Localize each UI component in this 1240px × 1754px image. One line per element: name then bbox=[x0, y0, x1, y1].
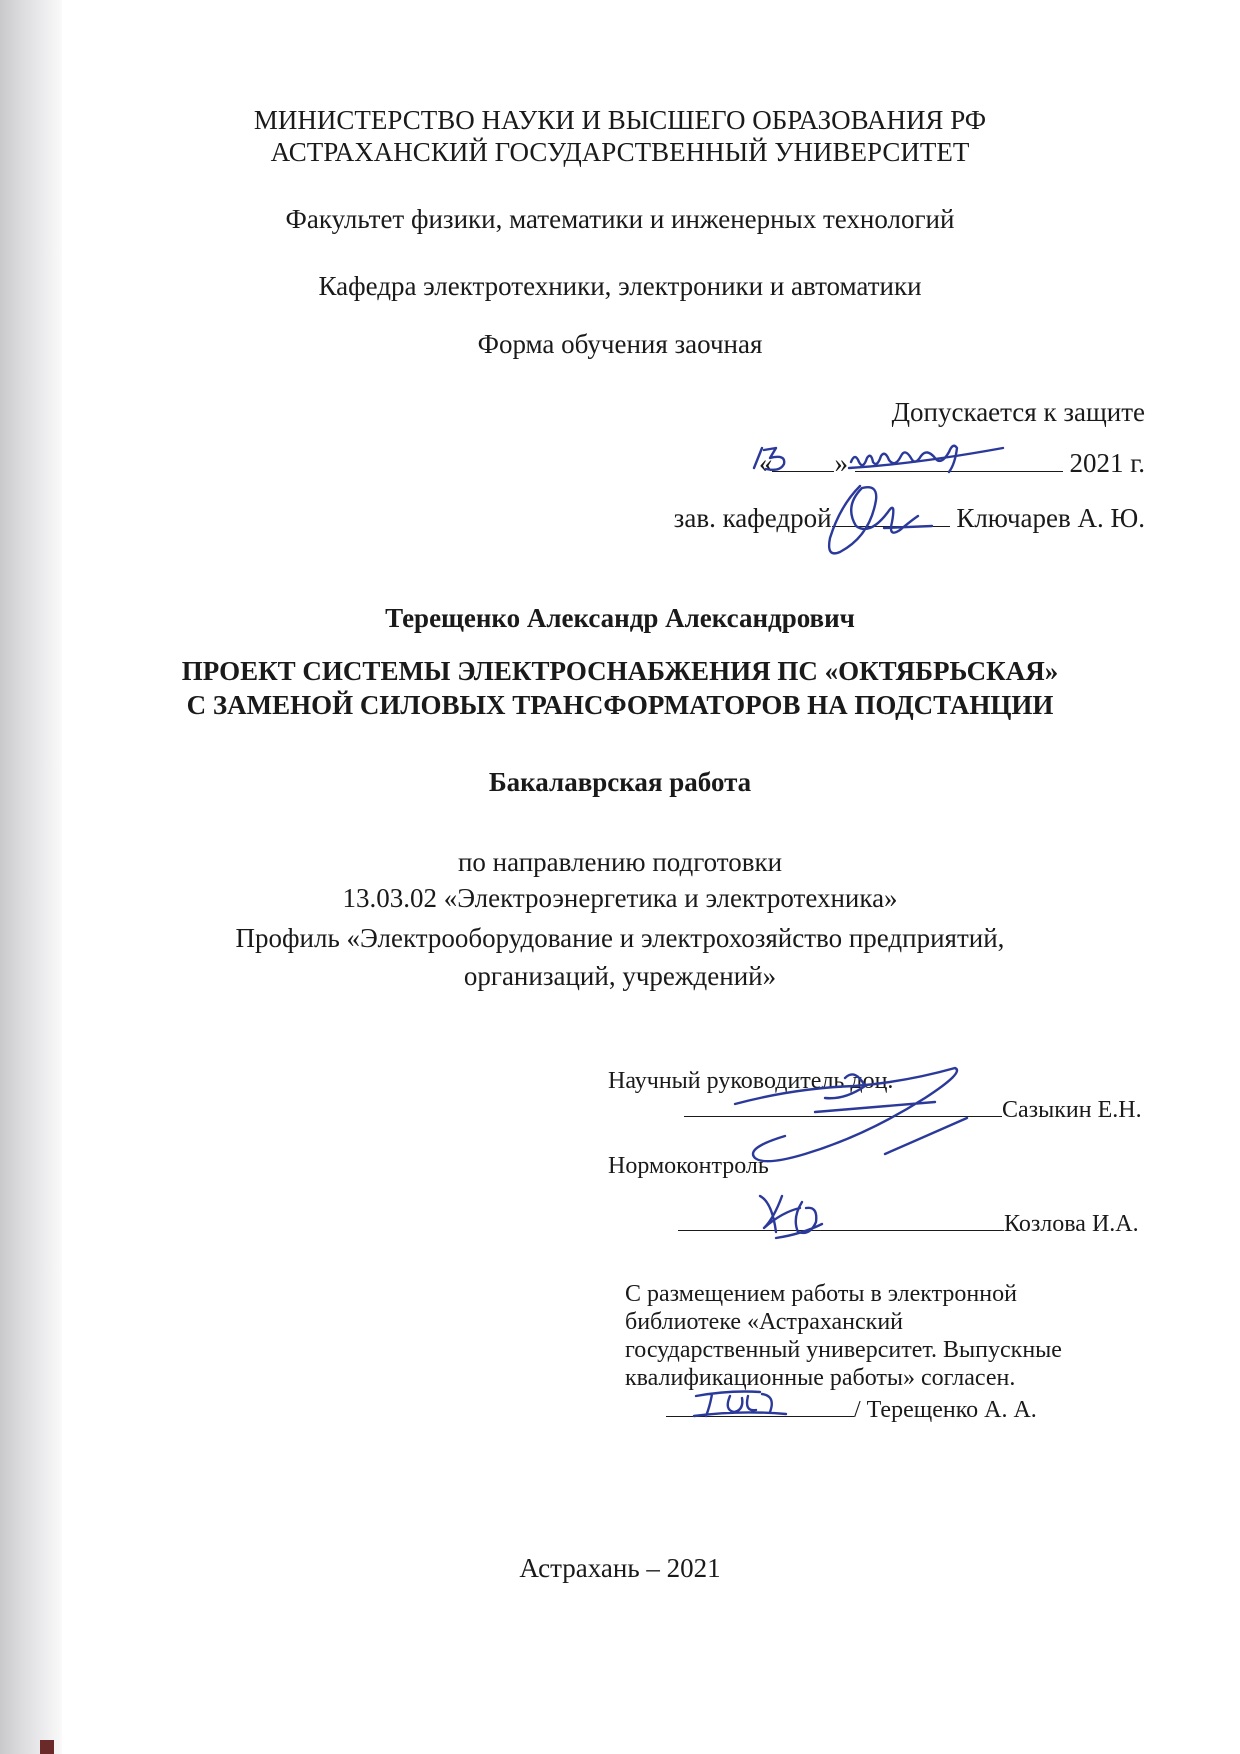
consent-line-2: библиотеке «Астраханский bbox=[625, 1309, 904, 1335]
direction-line-2: 13.03.02 «Электроэнергетика и электротехника» bbox=[342, 883, 898, 913]
ministry-line: МИНИСТЕРСТВО НАУКИ И ВЫСШЕГО ОБРАЗОВАНИЯ РФ bbox=[253, 105, 987, 135]
work-type: Бакалаврская работа bbox=[488, 767, 752, 797]
direction-line-4: организаций, учреждений» bbox=[463, 961, 777, 991]
norm-control-signature-row bbox=[678, 1208, 1139, 1238]
author-signature bbox=[690, 1386, 800, 1422]
consent-line-4: квалификационные работы» согласен. bbox=[625, 1365, 1016, 1391]
approval-title: Допускается к защите bbox=[891, 397, 1145, 427]
handwritten-day-15 bbox=[746, 442, 816, 476]
direction-line-1: по направлению подготовки bbox=[457, 847, 783, 877]
supervisor-label: Научный руководитель доц. bbox=[608, 1068, 894, 1094]
consent-line-1: С размещением работы в электронной bbox=[625, 1281, 1017, 1307]
quote-close: » bbox=[834, 448, 848, 478]
approval-year: 2021 г. bbox=[1069, 448, 1145, 478]
supervisor-name: Сазыкин Е.Н. bbox=[1002, 1097, 1142, 1123]
scan-binding-mark bbox=[40, 1740, 54, 1754]
handwritten-month bbox=[845, 438, 1015, 478]
direction-line-3: Профиль «Электрооборудование и электрохозяйство предприятий, bbox=[235, 923, 1005, 953]
city-year: Астрахань – 2021 bbox=[519, 1553, 721, 1583]
thesis-title-line-2: С ЗАМЕНОЙ СИЛОВЫХ ТРАНСФОРМАТОРОВ НА ПОДСТАНЦИИ bbox=[186, 690, 1054, 720]
consent-name: / Терещенко А. А. bbox=[854, 1397, 1037, 1423]
norm-control-name: Козлова И.А. bbox=[1004, 1211, 1139, 1237]
study-form-line: Форма обучения заочная bbox=[477, 329, 763, 359]
head-label: зав. кафедрой bbox=[673, 503, 832, 533]
department-line: Кафедра электротехники, электроники и автоматики bbox=[318, 271, 922, 301]
university-line: АСТРАХАНСКИЙ ГОСУДАРСТВЕННЫЙ УНИВЕРСИТЕТ bbox=[270, 137, 970, 167]
author-name: Терещенко Александр Александрович bbox=[385, 603, 855, 633]
consent-line-3: государственный университет. Выпускные bbox=[625, 1337, 1062, 1363]
head-signature bbox=[800, 476, 950, 566]
head-name: Ключарев А. Ю. bbox=[956, 503, 1145, 533]
faculty-line: Факультет физики, математики и инженерных технологий bbox=[285, 204, 955, 234]
norm-control-label: Нормоконтроль bbox=[608, 1153, 769, 1179]
thesis-title-line-1: ПРОЕКТ СИСТЕМЫ ЭЛЕКТРОСНАБЖЕНИЯ ПС «ОКТЯБРЬСКАЯ» bbox=[181, 656, 1059, 686]
quote-open: « bbox=[758, 448, 773, 478]
norm-control-signature bbox=[752, 1188, 842, 1244]
